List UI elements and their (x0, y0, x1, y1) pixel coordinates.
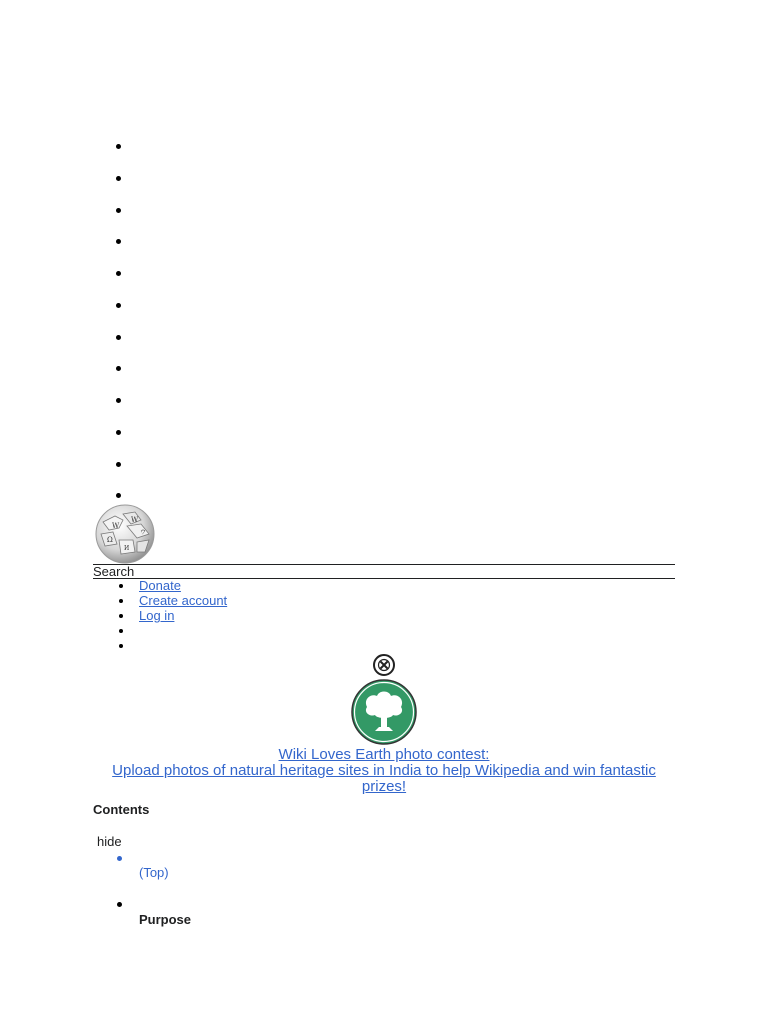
bullet-icon (116, 335, 121, 340)
bullet-icon (119, 584, 123, 588)
main-menu-item[interactable] (116, 176, 122, 182)
bullet-icon (116, 303, 121, 308)
close-icon[interactable] (372, 653, 396, 677)
bullet-icon (119, 599, 123, 603)
main-menu-item[interactable] (116, 430, 122, 436)
banner-title-link[interactable]: Wiki Loves Earth photo contest: (278, 746, 490, 763)
svg-text:ウ: ウ (140, 529, 147, 536)
bullet-icon (116, 366, 121, 371)
bullet-icon (119, 644, 123, 648)
login-link[interactable]: Log in (139, 608, 175, 623)
bullet-icon (116, 176, 121, 181)
main-menu-item[interactable] (116, 303, 122, 309)
create-account-link[interactable]: Create account (139, 593, 228, 608)
bullet-icon (116, 398, 121, 403)
wikipedia-globe-icon (93, 504, 157, 564)
banner-text-link[interactable]: Upload photos of natural heritage sites in India to help Wikipedia and win fantastic prizes! (112, 762, 656, 795)
bullet-icon (119, 614, 123, 618)
search-form[interactable] (93, 564, 675, 579)
bullet-icon (116, 462, 121, 467)
bullet-icon (119, 629, 123, 633)
bullet-icon (116, 430, 121, 435)
main-menu-item[interactable] (116, 493, 122, 499)
toc-hide-button[interactable]: hide (97, 834, 122, 849)
toc-item-top[interactable]: (Top) (139, 865, 169, 880)
central-notice-banner (93, 653, 675, 795)
bullet-icon (116, 271, 121, 276)
main-menu-item[interactable] (116, 366, 122, 372)
main-menu-item[interactable] (116, 398, 122, 404)
main-menu-item[interactable] (116, 462, 122, 468)
toc-heading: Contents (93, 802, 150, 817)
main-menu-item[interactable] (116, 144, 122, 150)
main-menu-item[interactable] (116, 208, 122, 214)
donate-link[interactable]: Donate (139, 578, 181, 593)
svg-text:W: W (131, 516, 139, 524)
main-menu-item[interactable] (116, 271, 122, 277)
bullet-icon (117, 856, 122, 861)
svg-text:Ω: Ω (107, 536, 113, 544)
bullet-icon (117, 902, 122, 907)
svg-text:И: И (124, 545, 130, 552)
main-menu-item[interactable] (116, 335, 122, 341)
bullet-icon (116, 208, 121, 213)
main-menu-item[interactable] (116, 239, 122, 245)
bullet-icon (116, 493, 121, 498)
wikipedia-logo[interactable] (93, 504, 157, 564)
tree-icon (351, 679, 417, 745)
search-label[interactable]: Search (93, 564, 135, 579)
bullet-icon (116, 144, 121, 149)
toc-item-purpose[interactable]: Purpose (139, 912, 192, 927)
bullet-icon (116, 239, 121, 244)
svg-text:W: W (112, 522, 120, 530)
